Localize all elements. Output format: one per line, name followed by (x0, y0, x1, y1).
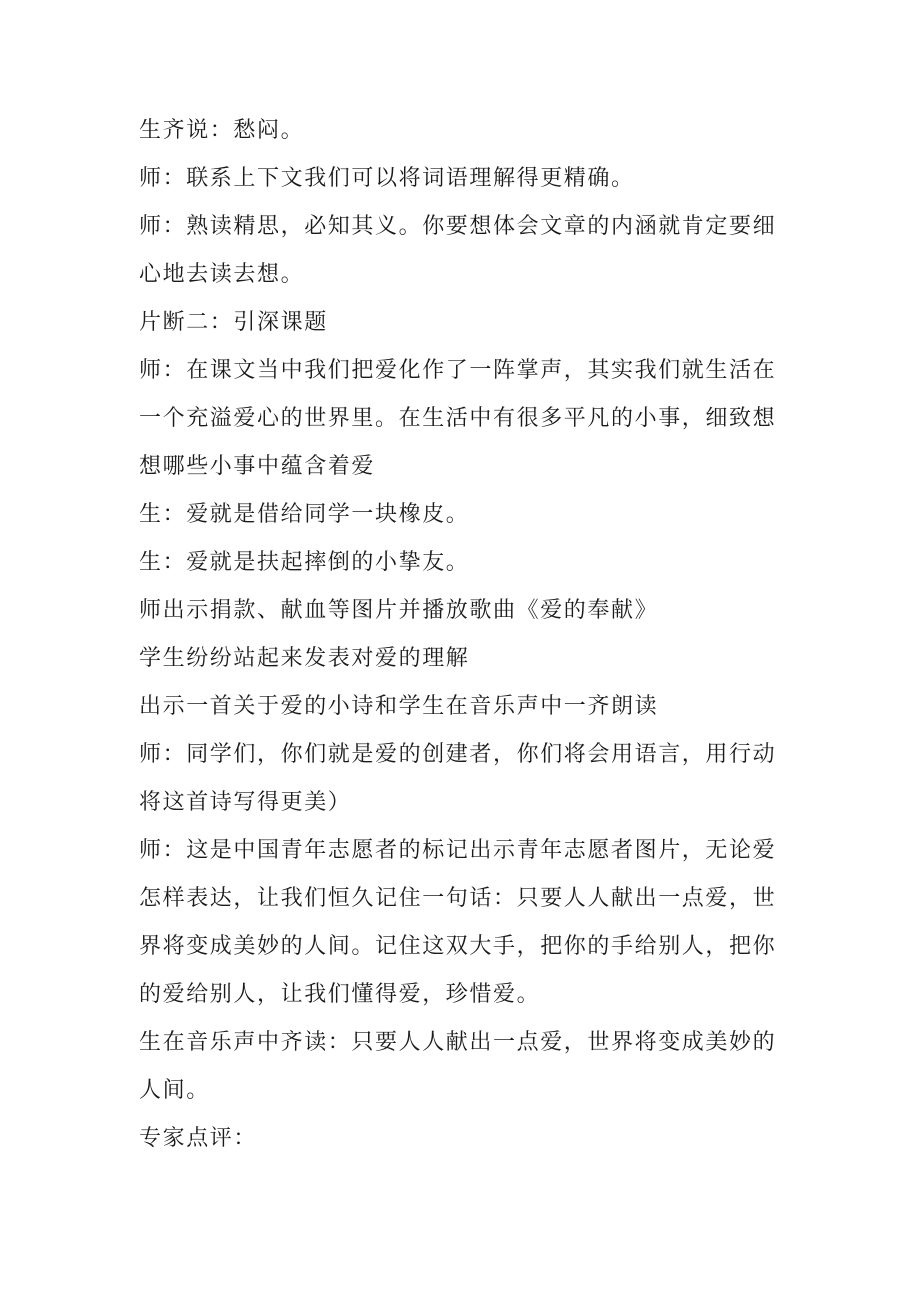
paragraph-13: 生在音乐声中齐读：只要人人献出一点爱，世界将变成美妙的人间。 (139, 1030, 777, 1103)
paragraph-3: 师：熟读精思，必知其义。你要想体会文章的内涵就肯定要细心地去读去想。 (139, 214, 777, 287)
paragraph-6: 生：爱就是借给同学一块橡皮。 (139, 502, 470, 527)
document-body (139, 107, 799, 1163)
paragraph-2: 师：联系上下文我们可以将词语理解得更精确。 (139, 166, 635, 191)
section-heading: 片断二：引深课题 (139, 310, 328, 335)
paragraph-10: 出示一首关于爱的小诗和学生在音乐声中一齐朗读 (139, 694, 659, 719)
paragraph-1: 生齐说：愁闷。 (139, 118, 305, 143)
expert-comment-heading: 专家点评： (139, 1126, 258, 1151)
paragraph-9: 学生纷纷站起来发表对爱的理解 (139, 646, 470, 671)
paragraph-7: 生：爱就是扶起摔倒的小挚友。 (139, 550, 470, 575)
paragraph-8: 师出示捐款、献血等图片并播放歌曲《爱的奉献》 (139, 598, 659, 623)
paragraph-12: 师：这是中国青年志愿者的标记出示青年志愿者图片，无论爱怎样表达，让我们恒久记住一句话：只要人人献出一点爱，世界将变成美妙的人间。记住这双大手，把你的手给别人，把你的爱给别人，让我们懂得爱，珍惜爱。 (139, 838, 777, 1007)
paragraph-5: 师：在课文当中我们把爱化作了一阵掌声，其实我们就生活在一个充溢爱心的世界里。在生活中有很多平凡的小事，细致想想哪些小事中蕴含着爱 (139, 358, 777, 479)
paragraph-11: 师：同学们，你们就是爱的创建者，你们将会用语言，用行动将这首诗写得更美） (139, 742, 777, 815)
